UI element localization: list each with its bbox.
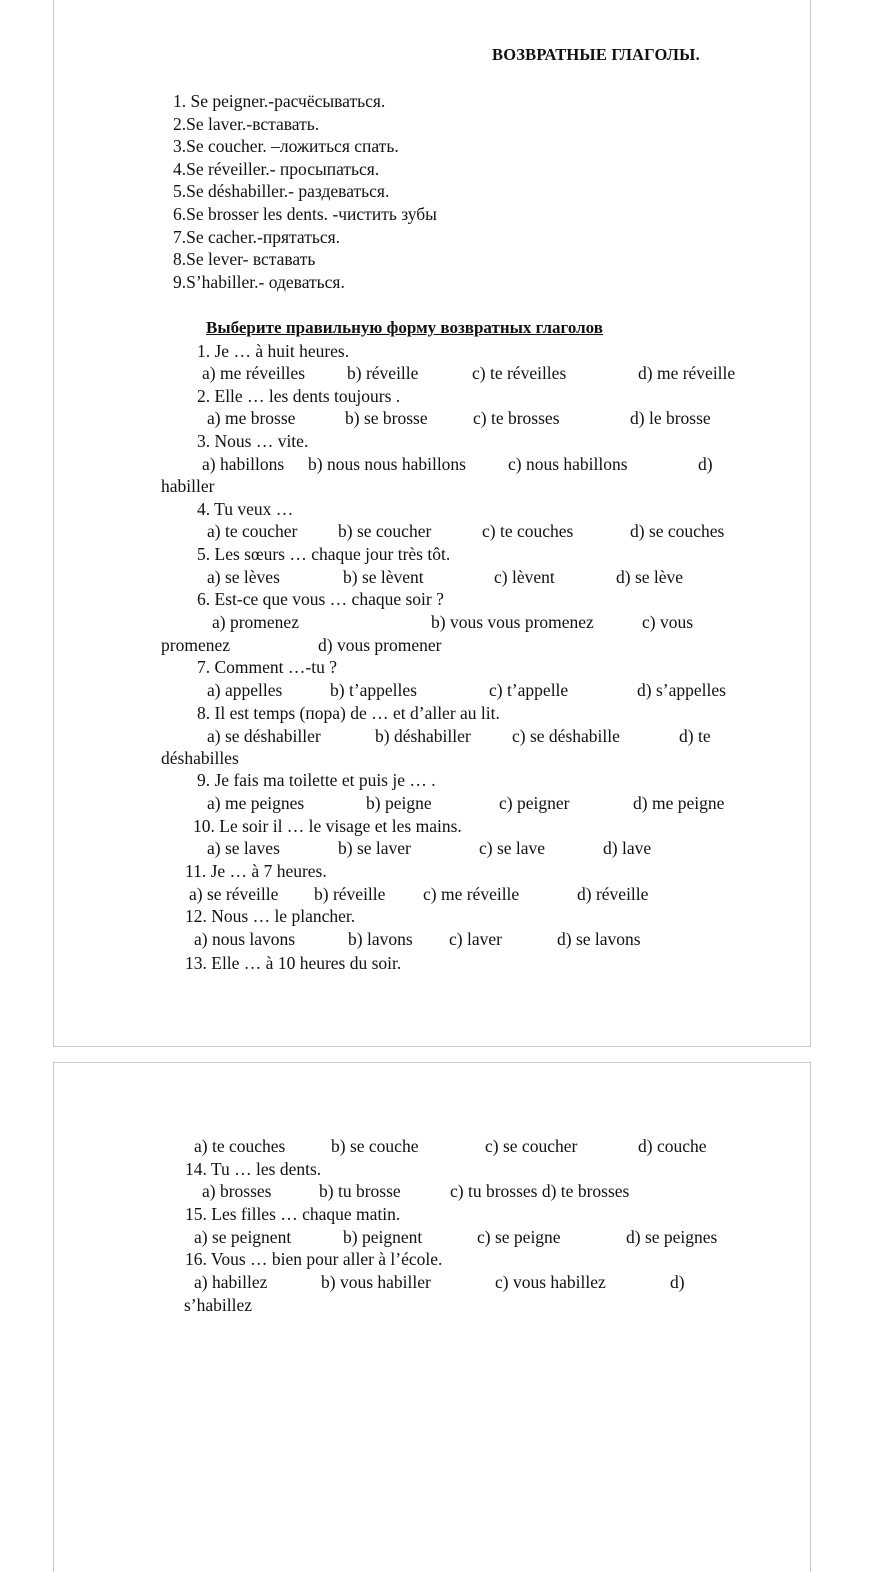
option-a: a) promenez (212, 612, 299, 632)
option-d-continued: habiller (161, 476, 215, 496)
option-d: d) se couches (630, 521, 725, 541)
question-text: 4. Tu veux … (197, 499, 294, 519)
question-text: 2. Elle … les dents toujours . (197, 386, 401, 406)
option-b: b) nous nous habillons (308, 454, 466, 474)
option-c: c) vous (642, 612, 694, 632)
question-text: 11. Je … à 7 heures. (185, 861, 327, 881)
option-d: d) lave (603, 838, 652, 858)
option-b: b) se couche (331, 1136, 419, 1156)
option-d: d) s’appelles (637, 680, 726, 700)
option-d: d) vous promener (318, 635, 442, 655)
option-b: b) réveille (347, 363, 419, 383)
question-text: 16. Vous … bien pour aller à l’école. (185, 1249, 443, 1269)
option-b: b) se brosse (345, 408, 428, 428)
option-c: c) lèvent (494, 567, 555, 587)
question-text: 9. Je fais ma toilette et puis je … . (197, 770, 436, 790)
option-b: b) se coucher (338, 521, 432, 541)
question-text: 7. Comment …-tu ? (197, 657, 337, 677)
option-d: d) se lève (616, 567, 684, 587)
option-a: a) me réveilles (202, 363, 306, 383)
question-text: 6. Est-ce que vous … chaque soir ? (197, 589, 444, 609)
vocab-item: 2.Se laver.-вставать. (173, 114, 320, 134)
option-d: d) couche (638, 1136, 707, 1156)
option-a: a) habillez (194, 1272, 268, 1292)
option-c: c) laver (449, 929, 502, 949)
question-text: 13. Elle … à 10 heures du soir. (185, 953, 402, 973)
option-c-d: c) tu brosses d) te brosses (450, 1181, 630, 1201)
option-b: b) réveille (314, 884, 386, 904)
option-c: c) se déshabille (512, 726, 620, 746)
vocab-item: 4.Se réveiller.- просыпаться. (173, 159, 380, 179)
option-a: a) te coucher (207, 521, 298, 541)
option-c: c) te brosses (473, 408, 560, 428)
option-c: c) te réveilles (472, 363, 567, 383)
option-b: b) peigne (366, 793, 432, 813)
option-a: a) se lèves (207, 567, 280, 587)
option-a: a) se déshabiller (207, 726, 321, 746)
option-b: b) se lèvent (343, 567, 424, 587)
question-text: 15. Les filles … chaque matin. (185, 1204, 401, 1224)
option-c: c) se coucher (485, 1136, 578, 1156)
option-b: b) vous habiller (321, 1272, 431, 1292)
option-a: a) appelles (207, 680, 283, 700)
vocab-item: 8.Se lever- вставать (173, 249, 316, 269)
option-d: d) me réveille (638, 363, 736, 383)
option-a: a) habillons (202, 454, 285, 474)
exercise-heading: Выберите правильную форму возвратных глаголов (206, 318, 603, 337)
option-d: d) (670, 1272, 685, 1292)
option-d: d) te (679, 726, 711, 746)
vocab-item: 7.Se cacher.-прятаться. (173, 227, 341, 247)
question-text: 14. Tu … les dents. (185, 1159, 322, 1179)
question-text: 8. Il est temps (пора) de … et d’aller au lit. (197, 703, 500, 723)
option-d: d) réveille (577, 884, 649, 904)
option-b: b) déshabiller (375, 726, 471, 746)
page-title: ВОЗВРАТНЫЕ ГЛАГОЛЫ. (492, 45, 700, 64)
option-a: a) me brosse (207, 408, 296, 428)
option-d: d) le brosse (630, 408, 711, 428)
option-b: b) peignent (343, 1227, 423, 1247)
option-a: a) se laves (207, 838, 280, 858)
option-c: c) se peigne (477, 1227, 561, 1247)
option-a: a) se réveille (189, 884, 279, 904)
option-d-continued: déshabilles (161, 748, 239, 768)
vocab-item: 5.Se déshabiller.- раздеваться. (173, 181, 390, 201)
option-b: b) tu brosse (319, 1181, 401, 1201)
option-a: a) me peignes (207, 793, 305, 813)
option-a: a) te couches (194, 1136, 286, 1156)
option-d: d) se lavons (557, 929, 641, 949)
question-text: 1. Je … à huit heures. (197, 341, 350, 361)
option-b: b) vous vous promenez (431, 612, 594, 632)
vocab-item: 9.S’habiller.- одеваться. (173, 272, 345, 292)
option-a: a) brosses (202, 1181, 272, 1201)
vocab-item: 6.Se brosser les dents. -чистить зубы (173, 204, 437, 224)
question-text: 3. Nous … vite. (197, 431, 309, 451)
option-b: b) se laver (338, 838, 411, 858)
option-c-continued: promenez (161, 635, 230, 655)
option-b: b) t’appelles (330, 680, 417, 700)
option-c: c) t’appelle (489, 680, 569, 700)
option-d: d) (698, 454, 713, 474)
option-d: d) me peigne (633, 793, 725, 813)
question-text: 5. Les sœurs … chaque jour très tôt. (197, 544, 451, 564)
vocab-item: 1. Se peigner.-расчёсываться. (173, 91, 386, 111)
option-c: c) me réveille (423, 884, 520, 904)
option-c: c) vous habillez (495, 1272, 606, 1292)
option-c: c) se lave (479, 838, 546, 858)
question-text: 10. Le soir il … le visage et les mains. (193, 816, 462, 836)
vocab-item: 3.Se coucher. –ложиться спать. (173, 136, 399, 156)
question-text: 12. Nous … le plancher. (185, 906, 356, 926)
option-a: a) nous lavons (194, 929, 296, 949)
option-c: c) te couches (482, 521, 574, 541)
option-c: c) nous habillons (508, 454, 628, 474)
option-b: b) lavons (348, 929, 413, 949)
option-a: a) se peignent (194, 1227, 292, 1247)
option-d-continued: s’habillez (184, 1295, 253, 1315)
option-c: c) peigner (499, 793, 570, 813)
option-d: d) se peignes (626, 1227, 718, 1247)
